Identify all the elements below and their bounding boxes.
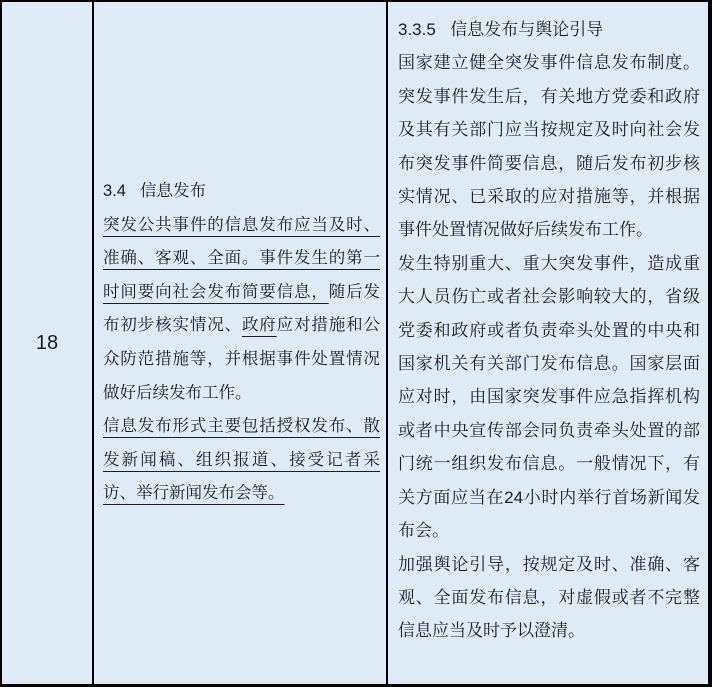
paragraph — [103, 209, 380, 411]
text-segment: 加强舆论引导，按规定及时、准确、客观、全面发布信息，对虚假或者不完整信息应当及时予以澄清。 — [398, 554, 700, 641]
text-segment: 突发公共事件的信息发布应当及时、准确、客观、全面。事件发生的第一时间要向社会发布简要信息， — [103, 215, 380, 301]
section-number: 3.3.5 — [398, 20, 436, 39]
new-plan-cell — [388, 2, 708, 684]
section-heading-new — [398, 13, 700, 46]
text-segment: 随后发布初步核实情况、 — [103, 282, 381, 335]
text-segment: 发生特别重大、重大突发事件，造成重大人员伤亡或者社会影响较大的，省级党委和政府或者负责牵头处置的中央和国家机关有关部门发布信息。国家层面应对时，由国家突发事件应急指挥机构或者中央宣传部会同负责牵头处置的部门统一组织发布信息。一般情况下，有关方面应当在24小时内举行首场新闻发布会。 — [398, 253, 700, 541]
text-segment: 等 — [611, 187, 630, 207]
text-segment: 已采取的 — [469, 187, 541, 207]
section-title: 信息发布与舆论引导 — [450, 20, 604, 39]
row-number: 18 — [35, 331, 59, 354]
paragraph — [103, 410, 380, 511]
paragraph — [398, 46, 700, 246]
section-heading-old — [103, 175, 380, 209]
old-plan-cell — [94, 2, 386, 684]
paragraph — [398, 548, 700, 648]
text-segment: 应对措施 — [540, 187, 612, 207]
text-segment: 国家建立健全突发事件信息发布制度。突发事件发生后，有关地方党委和政府及其有关部门应当按规定及时向社会发布突发事件简要信息， — [398, 53, 700, 173]
text-segment: 信息发布形式主要包括授权发布、散发新闻稿、组织报道、接受记者采访、举行新闻发布会等。 — [103, 417, 380, 503]
text-segment: 政府 — [241, 316, 277, 335]
text-segment: 随后发布初步核实情况、 — [398, 153, 700, 207]
text-segment: ，并根据事件处置情况做好后续发布工作。 — [398, 187, 700, 240]
paragraph — [398, 247, 700, 548]
row-number-cell — [2, 2, 92, 684]
section-number: 3.4 — [103, 182, 126, 201]
new-plan-paragraphs — [398, 46, 700, 647]
text-segment: 应对措施和公众防范措施等，并根据事件处置情况做好后续发布工作。 — [103, 316, 381, 402]
section-title: 信息发布 — [139, 182, 206, 201]
old-plan-paragraphs — [103, 209, 380, 511]
